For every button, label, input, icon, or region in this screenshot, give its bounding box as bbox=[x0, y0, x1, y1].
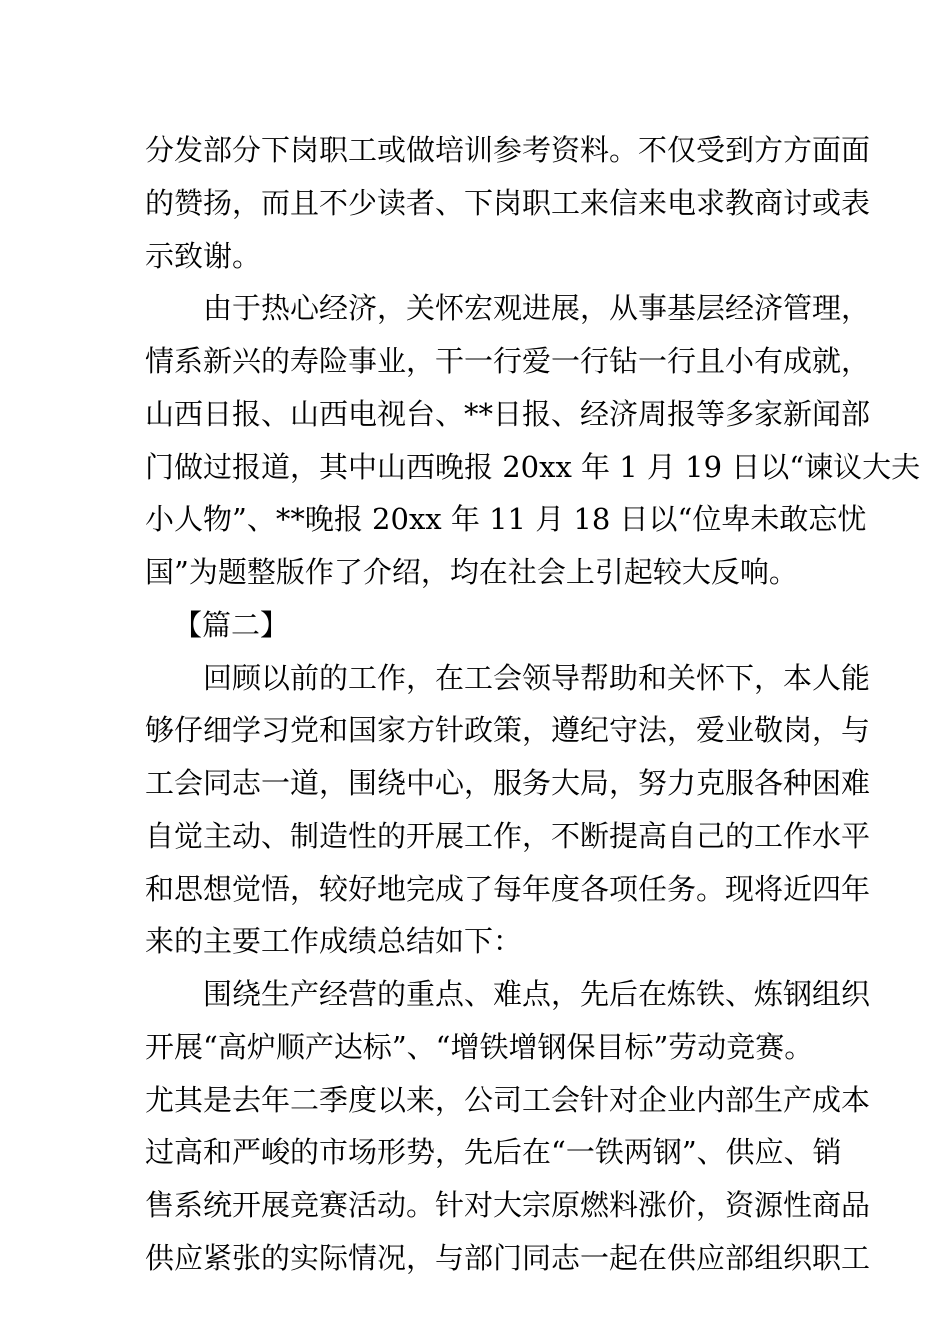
text-line: 工会同志一道，围绕中心，服务大局，努力克服各种困难 bbox=[145, 766, 871, 800]
text-line: 来的主要工作成绩总结如下： bbox=[145, 924, 523, 959]
text-line: 回顾以前的工作，在工会领导帮助和关怀下，本人能 bbox=[203, 660, 871, 695]
text-line: 过高和严峻的市场形势，先后在“一铁两钢”、供应、销 bbox=[145, 1135, 842, 1170]
text-line: 小人物”、**晚报 20xx 年 11 月 18 日以“位卑未敢忘忧 bbox=[145, 502, 867, 537]
text-line: 的赞扬，而且不少读者、下岗职工来信来电求教商讨或表 bbox=[145, 185, 871, 220]
text-line: 围绕生产经营的重点、难点，先后在炼铁、炼钢组织 bbox=[203, 977, 871, 1011]
text-line: 尤其是去年二季度以来，公司工会针对企业内部生产成本 bbox=[145, 1082, 871, 1117]
text-line: 分发部分下岗职工或做培训参考资料。不仅受到方方面面 bbox=[145, 133, 871, 167]
text-line: 自觉主动、制造性的开展工作，不断提高自己的工作水平 bbox=[145, 818, 871, 853]
text-line: 由于热心经济，关怀宏观进展，从事基层经济管理， bbox=[203, 291, 871, 326]
document-body bbox=[145, 124, 921, 1285]
text-line: 开展“高炉顺产达标”、“增铁增钢保目标”劳动竞赛。 bbox=[145, 1029, 814, 1064]
text-line: 和思想觉悟，较好地完成了每年度各项任务。现将近四年 bbox=[145, 871, 871, 906]
text-line: 售系统开展竞赛活动。针对大宗原燃料涨价，资源性商品 bbox=[145, 1188, 871, 1222]
section-heading: 【篇二】 bbox=[173, 607, 290, 642]
text-line: 门做过报道，其中山西晚报 20xx 年 1 月 19 日以“谏议大夫 bbox=[145, 449, 921, 484]
text-line: 示致谢。 bbox=[145, 238, 262, 273]
text-line: 国”为题整版作了介绍，均在社会上引起较大反响。 bbox=[145, 555, 798, 589]
text-line: 够仔细学习党和国家方针政策，遵纪守法，爱业敬岗，与 bbox=[145, 713, 871, 748]
text-line: 山西日报、山西电视台、**日报、经济周报等多家新闻部 bbox=[145, 396, 871, 431]
text-line: 情系新兴的寿险事业，干一行爱一行钻一行且小有成就， bbox=[145, 344, 871, 378]
text-line: 供应紧张的实际情况，与部门同志一起在供应部组织职工 bbox=[145, 1240, 871, 1275]
